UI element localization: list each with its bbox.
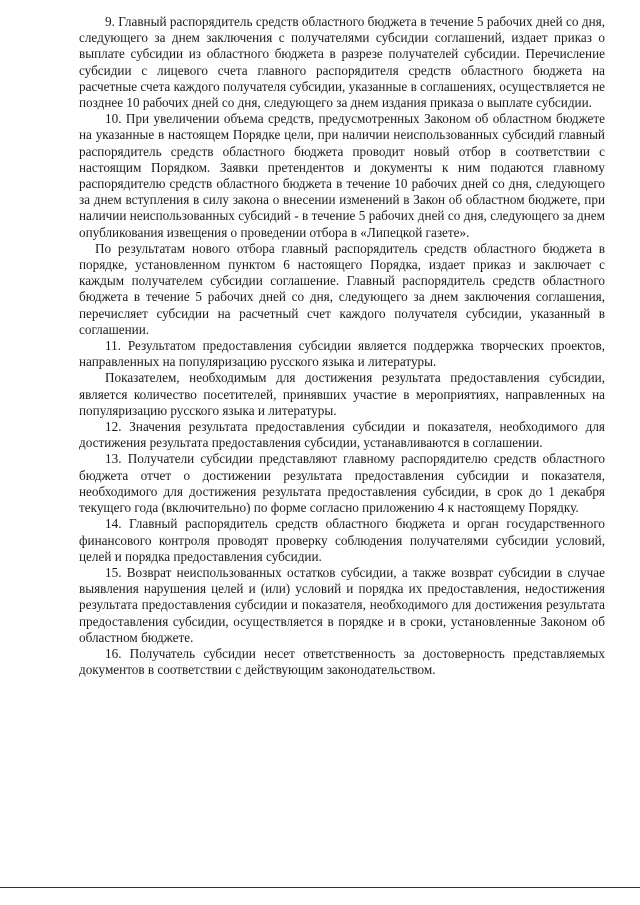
paragraph-14: 14. Главный распорядитель средств областного бюджета и орган государственного финансового контроля проводят проверку соблюдения получателями субсидии условий, целей и порядка предоставления субсидии. [79, 516, 605, 564]
paragraph-indicator: Показателем, необходимым для достижения результата предоставления субсидии, является количество посетителей, принявших участие в мероприятиях, направленных на популяризацию русского языка и литературы. [79, 370, 605, 418]
paragraph-new-selection: По результатам нового отбора главный распорядитель средств областного бюджета в порядке, установленном пунктом 6 настоящего Порядка, издает приказ и заключает с каждым получателем субсидии соглашение. Главный распорядитель средств областного бюджета в течение 5 рабочих дней со дня, следующего за днем заключения соглашения, перечисляет субсидии на расчетный счет каждого получателя субсидии, указанный в соглашении. [79, 240, 605, 337]
document-body [79, 14, 605, 678]
footer-rule [0, 887, 640, 888]
paragraph-11: 11. Результатом предоставления субсидии является поддержка творческих проектов, направленных на популяризацию русского языка и литературы. [79, 338, 605, 370]
paragraph-12: 12. Значения результата предоставления субсидии и показателя, необходимого для достижения результата предоставления субсидии, устанавливаются в соглашении. [79, 419, 605, 451]
paragraph-10: 10. При увеличении объема средств, предусмотренных Законом об областном бюджете на указанные в настоящем Порядке цели, при наличии неиспользованных субсидий главный распорядитель средств областного бюджета проводит новый отбор в соответствии с настоящим Порядком. Заявки претендентов и документы к ним подаются главному распорядителю средств областного бюджета в течение 10 рабочих дней со дня, следующего за днем вступления в силу закона о внесении изменений в Закон об областном бюджете, при наличии неиспользованных субсидий - в течение 5 рабочих дней со дня, следующего за днем опубликования извещения о проведении отбора в «Липецкой газете». [79, 111, 605, 240]
paragraph-13: 13. Получатели субсидии представляют главному распорядителю средств областного бюджета отчет о достижении результата предоставления субсидии и показателя, необходимого для достижения результата предоставления субсидии, в срок до 1 декабря текущего года (включительно) по форме согласно приложению 4 к настоящему Порядку. [79, 451, 605, 516]
paragraph-16: 16. Получатель субсидии несет ответственность за достоверность представляемых документов в соответствии с действующим законодательством. [79, 645, 605, 678]
paragraph-9: 9. Главный распорядитель средств областного бюджета в течение 5 рабочих дней со дня, следующего за днем заключения с получателями субсидии соглашений, издает приказ о выплате субсидии из областного бюджета в разрезе получателей субсидии. Перечисление субсидии с лицевого счета главного распорядителя средств областного бюджета на расчетные счета каждого получателя субсидии, указанные в соглашениях, осуществляется не позднее 10 рабочих дней со дня, следующего за днем издания приказа о выплате субсидии. [79, 14, 605, 111]
paragraph-15: 15. Возврат неиспользованных остатков субсидии, а также возврат субсидии в случае выявления нарушения целей и (или) условий и порядка их предоставления, недостижения результата предоставления субсидии и показателя, необходимого для достижения результата предоставления субсидии, осуществляется в порядке и в сроки, установленные Законом об областном бюджете. [79, 564, 605, 645]
